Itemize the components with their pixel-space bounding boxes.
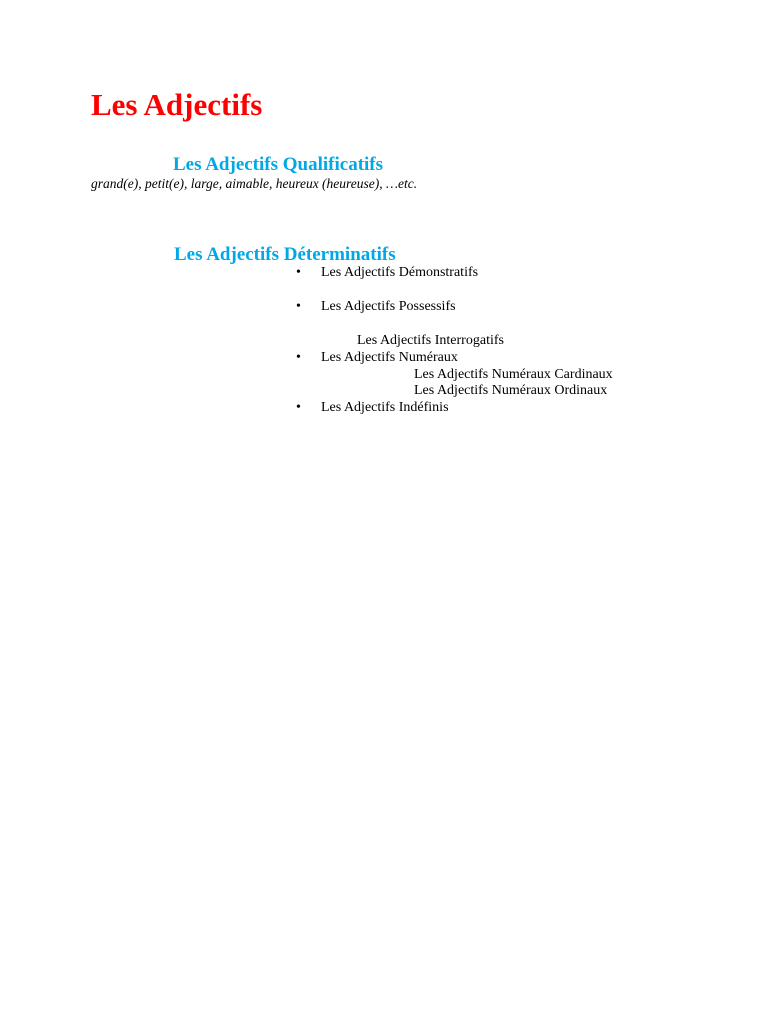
list-subitem-ordinaux: Les Adjectifs Numéraux Ordinaux bbox=[414, 383, 608, 398]
bullet-icon: • bbox=[296, 299, 301, 314]
list-item-possessifs: Les Adjectifs Possessifs bbox=[321, 299, 456, 314]
list-item-indefinis: Les Adjectifs Indéfinis bbox=[321, 400, 449, 415]
bullet-icon: • bbox=[296, 400, 301, 415]
section-heading-determinatifs: Les Adjectifs Déterminatifs bbox=[174, 244, 396, 265]
bullet-icon: • bbox=[296, 265, 301, 280]
qualificatifs-examples: grand(e), petit(e), large, aimable, heureux (heureuse), …etc. bbox=[91, 176, 418, 191]
list-item-numeraux: Les Adjectifs Numéraux bbox=[321, 350, 458, 365]
bullet-icon: • bbox=[296, 350, 301, 365]
document-title: Les Adjectifs bbox=[91, 87, 263, 122]
list-item-interrogatifs: Les Adjectifs Interrogatifs bbox=[357, 333, 504, 348]
section-heading-qualificatifs: Les Adjectifs Qualificatifs bbox=[173, 154, 384, 175]
list-subitem-cardinaux: Les Adjectifs Numéraux Cardinaux bbox=[414, 367, 613, 382]
list-item-demonstratifs: Les Adjectifs Démonstratifs bbox=[321, 265, 479, 280]
